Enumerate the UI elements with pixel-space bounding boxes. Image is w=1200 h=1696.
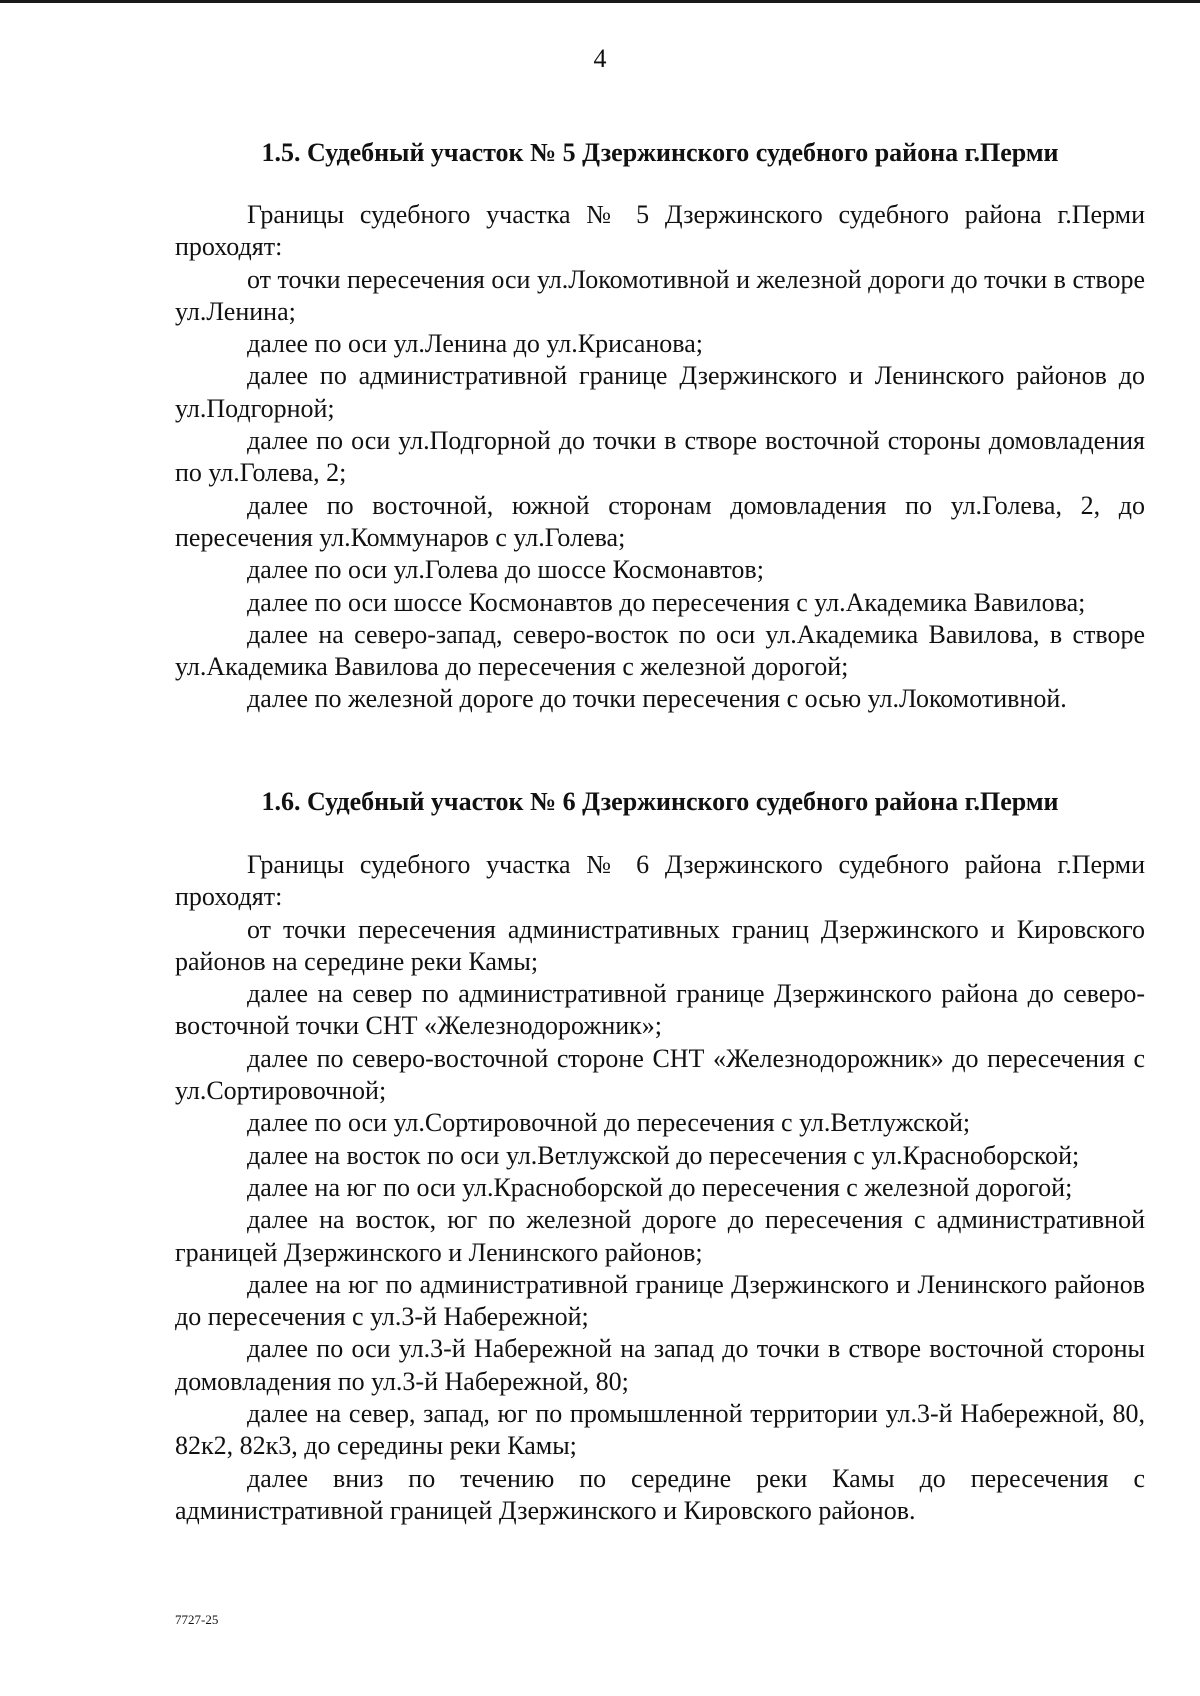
paragraph: далее по северо-восточной стороне СНТ «Железнодорожник» до пересечения с ул.Сортировочной; bbox=[175, 1043, 1145, 1106]
paragraph: далее на восток, юг по железной дороге до пересечения с административной границей Дзержинского и Ленинского районов; bbox=[175, 1205, 1145, 1267]
paragraph: Границы судебного участка № 5 Дзержинского судебного района г.Перми проходят: bbox=[175, 200, 1145, 262]
paragraph: далее на восток по оси ул.Ветлужской до пересечения с ул.Красноборской; bbox=[247, 1140, 1080, 1170]
paragraph: от точки пересечения оси ул.Локомотивной и железной дороги до точки в створе ул.Ленина; bbox=[175, 264, 1145, 326]
paragraph: далее на северо-запад, северо-восток по оси ул.Академика Вавилова, в створе ул.Академика Вавилова до пересечения с железной дорогой; bbox=[175, 619, 1145, 682]
section-body-1-5 bbox=[175, 199, 1145, 716]
paragraph: далее по административной границе Дзержинского и Ленинского районов до ул.Подгорной; bbox=[175, 361, 1145, 423]
scan-top-edge bbox=[0, 0, 1200, 3]
paragraph: от точки пересечения административных границ Дзержинского и Кировского районов на середине реки Камы; bbox=[175, 914, 1145, 976]
page-number: 4 bbox=[593, 44, 607, 73]
paragraph: Границы судебного участка № 6 Дзержинского судебного района г.Перми проходят: bbox=[175, 850, 1145, 912]
section-body-1-6 bbox=[175, 849, 1145, 1527]
paragraph: далее на север, запад, юг по промышленной территории ул.3-й Набережной, 80, 82к2, 82к3, до середины реки Камы; bbox=[175, 1399, 1145, 1461]
paragraph: далее по оси ул.3-й Набережной на запад до точки в створе восточной стороны домовладения по ул.3-й Набережной, 80; bbox=[175, 1334, 1145, 1396]
paragraph: далее по оси шоссе Космонавтов до пересечения с ул.Академика Вавилова; bbox=[247, 587, 1086, 617]
paragraph: далее по оси ул.Голева до шоссе Космонавтов; bbox=[247, 555, 764, 585]
section-heading-1-5: 1.5. Судебный участок № 5 Дзержинского судебного района г.Перми bbox=[261, 138, 1059, 167]
paragraph: далее по железной дороге до точки пересечения с осью ул.Локомотивной. bbox=[247, 684, 1067, 714]
section-heading-1-6: 1.6. Судебный участок № 6 Дзержинского судебного района г.Перми bbox=[261, 787, 1059, 816]
paragraph: далее по оси ул.Сортировочной до пересечения с ул.Ветлужской; bbox=[247, 1108, 971, 1138]
paragraph: далее вниз по течению по середине реки Камы до пересечения с административной границей Дзержинского и Кировского районов. bbox=[175, 1463, 1145, 1525]
document-code: 7727-25 bbox=[175, 1612, 219, 1627]
paragraph: далее на север по административной границе Дзержинского района до северо-восточной точки СНТ «Железнодорожник»; bbox=[175, 979, 1145, 1041]
paragraph: далее на юг по административной границе Дзержинского и Ленинского районов до пересечения с ул.3-й Набережной; bbox=[175, 1269, 1145, 1332]
paragraph: далее на юг по оси ул.Красноборской до пересечения с железной дорогой; bbox=[247, 1172, 1073, 1202]
paragraph: далее по оси ул.Подгорной до точки в створе восточной стороны домовладения по ул.Голева, 2; bbox=[175, 426, 1145, 488]
paragraph: далее по восточной, южной сторонам домовладения по ул.Голева, 2, до пересечения ул.Коммунаров с ул.Голева; bbox=[175, 490, 1145, 552]
paragraph: далее по оси ул.Ленина до ул.Крисанова; bbox=[247, 329, 704, 359]
